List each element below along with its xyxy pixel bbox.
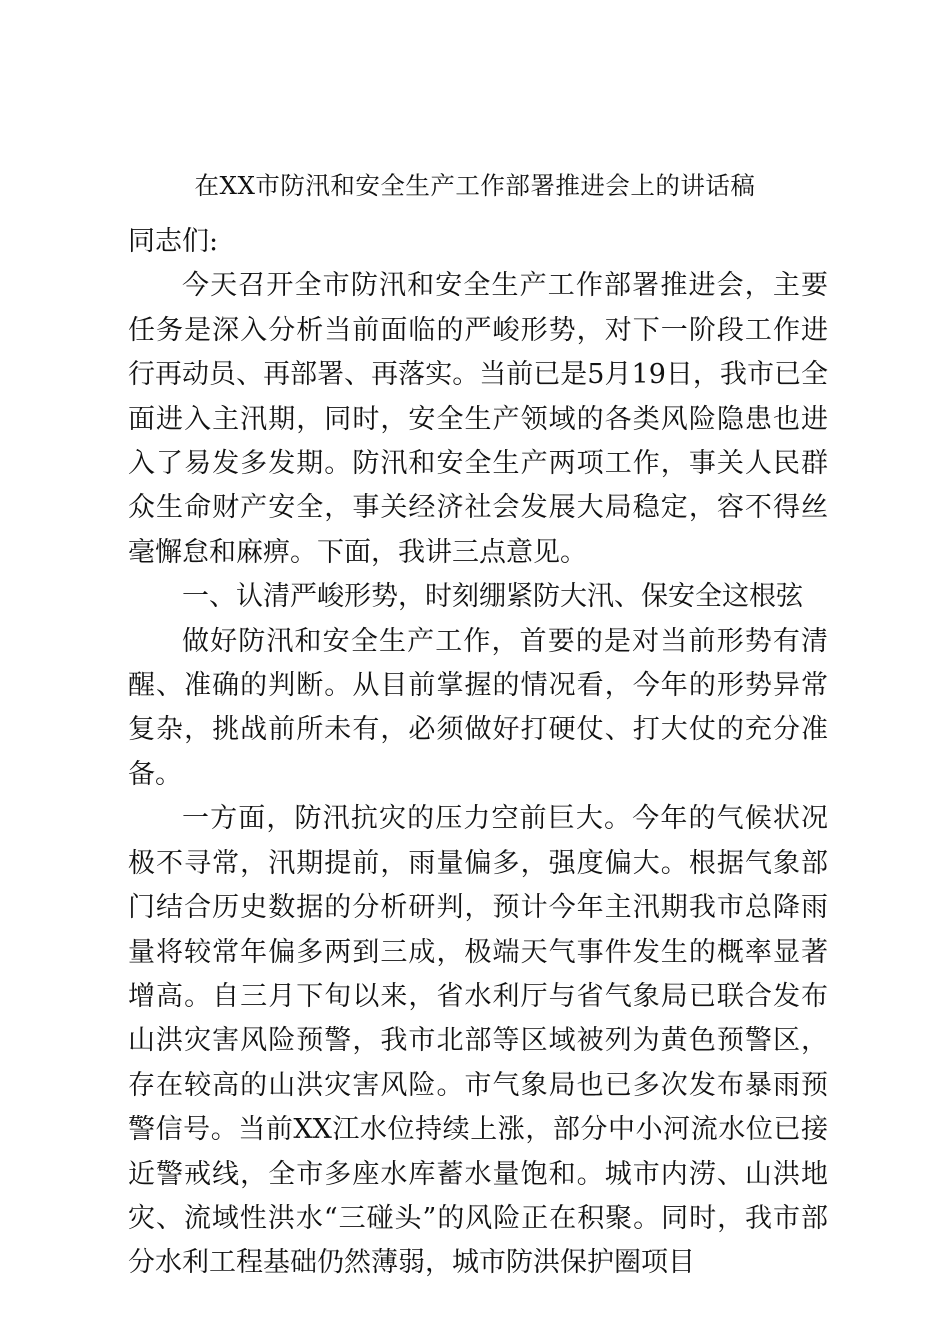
paragraph-flood-pressure: 一方面，防汛抗灾的压力空前巨大。今年的气候状况极不寻常，汛期提前，雨量偏多，强度偏大。根据气象部门结合历史数据的分析研判，预计今年主汛期我市总降雨量将较常年偏多两到三成，极端天气事件发生的概率显著增高。自三月下旬以来，省水利厅与省气象局已联合发布山洪灾害风险预警，我市北部等区域被列为黄色预警区，存在较高的山洪灾害风险。市气象局也已多次发布暴雨预警信号。当前XX江水位持续上涨，部分中小河流水位已接近警戒线，全市多座水库蓄水量饱和。城市内涝、山洪地灾、流域性洪水“三碰头”的风险正在积聚。同时，我市部分水利工程基础仍然薄弱，城市防洪保护圈项目 [128,803,828,1279]
salutation: 同志们: [128,226,219,257]
document-title: 在XX市防汛和安全生产工作部署推进会上的讲话稿 [194,171,756,200]
paragraph-situation: 做好防汛和安全生产工作，首要的是对当前形势有清醒、准确的判断。从目前掌握的情况看，今年的形势异常复杂，挑战前所未有，必须做好打硬仗、打大仗的充分准备。 [128,625,828,790]
paragraph-intro: 今天召开全市防汛和安全生产工作部署推进会，主要任务是深入分析当前面临的严峻形势，对下一阶段工作进行再动员、再部署、再落实。当前已是5月19日，我市已全面进入主汛期，同时，安全生产领域的各类风险隐患也进入了易发多发期。防汛和安全生产两项工作，事关人民群众生命财产安全，事关经济社会发展大局稳定，容不得丝毫懈怠和麻痹。下面，我讲三点意见。 [128,270,828,568]
section-heading-1: 一、认清严峻形势，时刻绷紧防大汛、保安全这根弦 [182,581,803,613]
document-body [128,220,828,1286]
